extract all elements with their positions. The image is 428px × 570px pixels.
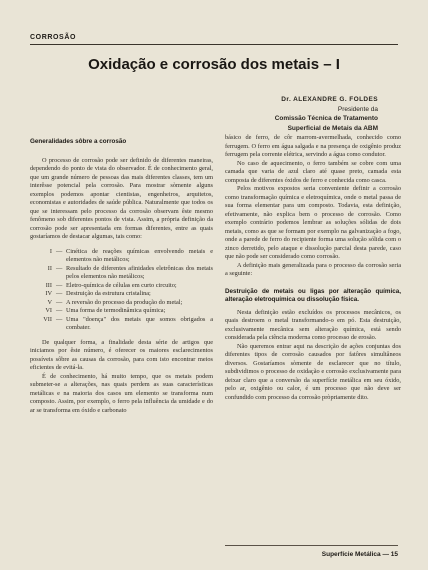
left-paragraph-3: É de conhecimento, há muito tempo, que os metais podem submeter-se a alterações, nas quais perdem as suas características metálicas e na maioria dos casos um elemento se transforma num composto. Assim, por exemplo, o ferro pela influência da umidade e do ar se transforma em óxido e carbonato <box>30 372 213 414</box>
author-name: Dr. ALEXANDRE G. FOLDES <box>281 96 378 103</box>
definition-list <box>30 248 213 333</box>
right-paragraph-1: básico de ferro, de côr marrom-avermelhada, conhecido como ferrugem. O ferro em água salgada e na presença de oxigênio produz ferrugem pela corrente elétrica, servindo a água como condutor. <box>225 134 401 158</box>
list-item: III — Eletro-química de células em curto circuito; <box>45 281 177 289</box>
list-item: I — Cinética de reações químicas envolvendo metais e elementos não metálicos; <box>49 247 213 263</box>
list-item: VII — Uma "doença" dos metais que somos obrigados a combater. <box>43 315 213 331</box>
right-column <box>225 134 401 402</box>
right-paragraph-6: Não queremos entrar aqui na descrição de ações conjuntas dos diferentes tipos de corrosão causados por fatôres simultâneos diversos. Gostaríamos sòmente de esclarecer que no título, subdividimos o processo de oxidação e corrosão exclusivamente para deixar claro que a conversão da superfície metálica em seu óxido, pelo ar, oxigênio ou calor, é um processo que não deve ser confundido com processo da corrosão pròpriamente dito. <box>225 342 401 401</box>
article-title: Oxidação e corrosão dos metais – I <box>88 56 340 73</box>
footer-rule <box>225 545 398 546</box>
author-org-line2: Superficial de Metais da ABM <box>287 124 378 132</box>
right-paragraph-5: Nesta definição estão excluídos os processos mecânicos, os quais destroem o metal transformando-o em pó. Esta destruição, exclusivamente mecânica sem alteração química, está sendo considerada pela ciência moderna como processo de erosão. <box>225 308 401 341</box>
right-paragraph-2: No caso de aquecimento, o ferro também se cobre com uma camada que varia de azul claro até quase preto, camada esta composta de diferentes óxidos de ferro e conhecida como casca. <box>225 159 401 184</box>
list-item: II — Resultado de diferentes afinidades eletrônicas dos metais pelos elementos não metálicos; <box>47 264 213 280</box>
author-role: Presidente da <box>337 105 378 113</box>
left-subhead: Generalidades sôbre a corrosão <box>30 138 127 145</box>
list-item: IV — Destruição da estrutura cristalina; <box>45 290 151 297</box>
list-item: VI — Uma forma de termodinâmica química; <box>45 307 166 314</box>
right-paragraph-4: A definição mais generalizada para o processo da corrosão seria a seguinte: <box>225 261 401 277</box>
left-paragraph-2: De qualquer forma, a finalidade desta série de artigos que iniciamos por êste número, é oferecer os maiores esclarecimentos possíveis sôbre as causas da corrosão, para com isto encontrar meios eficientes de evitá-la. <box>30 338 213 371</box>
author-org-line1: Comissão Técnica de Tratamento <box>274 115 378 122</box>
section-tag: CORROSÃO <box>30 34 77 41</box>
byline <box>275 95 378 133</box>
right-paragraph-3: Pelos motivos expostos seria conveniente definir a corrosão como transformação química e eletroquímica, onde o metal passa de sua forma elementar para um composto. Todavia, esta definição, efetivamente, não explica bem o processo de corrosão. Como exemplo contrário podemos lembrar as soluções sólidas de dois metais, como as que se formam por exemplo na galvanização a fogo, onde a parede de ferro do recipiente forma uma solução sólida com o zinco derretido, pelo ataque e dissolução parcial desta parede, caso que não pode ser considerado como corrosão. <box>225 185 401 260</box>
left-paragraph-1: O processo de corrosão pode ser definido de diferentes maneiras, dependendo do ponto de vista do observador. É de conhecimento geral, que um grande número de pessoas das mais diferentes classes, tem um interêsse potencial pela corrosão. Para mostrar sòmente alguns exemplos podemos apontar cientistas, engenheiros, arquitetos, economistas e autoridades de saúde pública. Naturalmente que todos os que se interessam pelo processo da corrosão observam êste mesmo fenômeno sob diferentes pontos de vista. Assim, a própria definição da corrosão pode ser apresentada em formas diferentes, entre as quais gostaríamos de destacar algumas, tais como: <box>30 156 213 240</box>
right-subhead: Destruição de metais ou ligas por alteração química, alteração eletroquímica ou dissolução física. <box>225 287 401 303</box>
list-item: V — A reversão do processo da produção do metal; <box>47 298 183 306</box>
header-rule <box>30 44 398 45</box>
left-column <box>30 138 213 415</box>
page-footer: Superfície Metálica — 15 <box>321 551 398 558</box>
